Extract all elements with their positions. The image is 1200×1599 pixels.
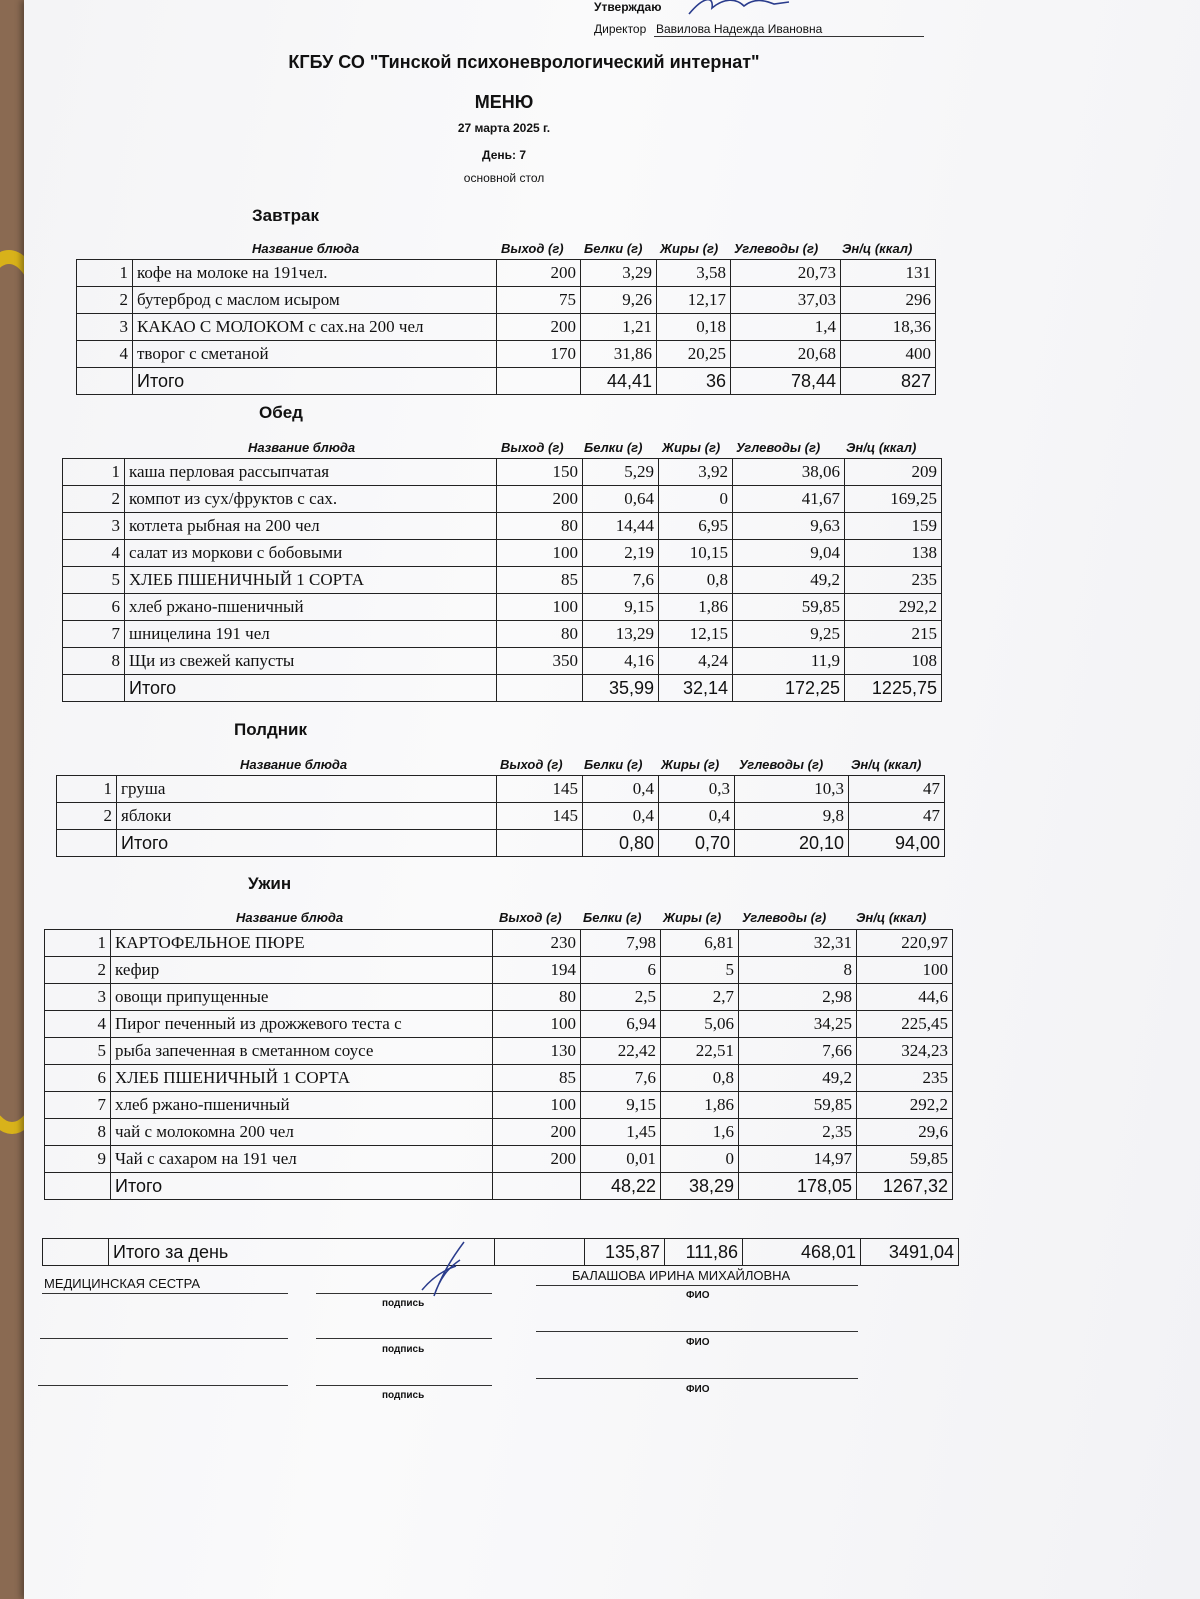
- cell-name: хлеб ржано-пшеничный: [125, 594, 497, 621]
- total-row: [77, 368, 936, 395]
- cell-n: 2: [63, 486, 125, 513]
- col-name: Название блюда: [248, 440, 356, 455]
- cell-energy: 209: [845, 459, 942, 486]
- cell-name: бутерброд с маслом исыром: [133, 287, 497, 314]
- total-carbs: 172,25: [733, 675, 845, 702]
- total-protein: 35,99: [583, 675, 659, 702]
- cell-carbs: 9,63: [733, 513, 845, 540]
- cell-n: 7: [45, 1092, 111, 1119]
- total-carbs: 78,44: [731, 368, 841, 395]
- cell-name: Пирог печенный из дрожжевого теста с: [111, 1011, 493, 1038]
- cell-name: хлеб ржано-пшеничный: [111, 1092, 493, 1119]
- cell-carbs: 49,2: [739, 1065, 857, 1092]
- table-row: [57, 803, 945, 830]
- breakfast-column-headers: [24, 241, 1024, 257]
- cell-protein: 13,29: [583, 621, 659, 648]
- fio-line: [536, 1285, 858, 1286]
- table-row: [77, 287, 936, 314]
- cell-energy: 159: [845, 513, 942, 540]
- cell-fat: 0,8: [661, 1065, 739, 1092]
- total-fat: 38,29: [661, 1173, 739, 1200]
- total-fat: 0,70: [659, 830, 735, 857]
- cell-fat: 3,58: [657, 260, 731, 287]
- breakfast-title: Завтрак: [252, 206, 320, 225]
- table-row: [45, 930, 953, 957]
- cell-fat: 0,3: [659, 776, 735, 803]
- cell-output: 100: [493, 1011, 581, 1038]
- cell-protein: 2,19: [583, 540, 659, 567]
- empty-cell: [57, 830, 117, 857]
- col-name: Название блюда: [240, 757, 348, 772]
- table-row: [63, 594, 942, 621]
- cell-n: 7: [63, 621, 125, 648]
- cell-output: 145: [497, 803, 583, 830]
- cell-carbs: 2,98: [739, 984, 857, 1011]
- cell-carbs: 9,04: [733, 540, 845, 567]
- approve-label: Утверждаю: [594, 0, 662, 14]
- cell-output: 230: [493, 930, 581, 957]
- cell-output: 200: [493, 1146, 581, 1173]
- dinner-column-headers: [24, 910, 1024, 926]
- empty-cell: [497, 368, 581, 395]
- cell-carbs: 1,4: [731, 314, 841, 341]
- table-row: [63, 513, 942, 540]
- cell-protein: 7,6: [581, 1065, 661, 1092]
- cell-name: салат из моркови с бобовыми: [125, 540, 497, 567]
- table-row: [63, 540, 942, 567]
- table-row: [45, 1146, 953, 1173]
- cell-fat: 6,95: [659, 513, 733, 540]
- col-name: Название блюда: [252, 241, 360, 256]
- cell-fat: 0,4: [659, 803, 735, 830]
- cell-protein: 22,42: [581, 1038, 661, 1065]
- cell-energy: 169,25: [845, 486, 942, 513]
- cell-name: ХЛЕБ ПШЕНИЧНЫЙ 1 СОРТА: [125, 567, 497, 594]
- cell-fat: 10,15: [659, 540, 733, 567]
- organization-name: КГБУ СО "Тинской психоневрологический интернат": [288, 52, 760, 72]
- lunch-title: Обед: [259, 403, 303, 422]
- col-carbs: Углеводы (г): [739, 757, 824, 772]
- cell-n: 6: [45, 1065, 111, 1092]
- total-label: Итого: [125, 675, 497, 702]
- cell-energy: 324,23: [857, 1038, 953, 1065]
- table-row: [63, 486, 942, 513]
- cell-n: 1: [77, 260, 133, 287]
- snack-column-headers: [24, 757, 1024, 773]
- cell-carbs: 34,25: [739, 1011, 857, 1038]
- menu-date: 27 марта 2025 г.: [457, 121, 551, 135]
- cell-protein: 2,5: [581, 984, 661, 1011]
- cell-protein: 0,64: [583, 486, 659, 513]
- cell-fat: 0: [661, 1146, 739, 1173]
- fio-line: [536, 1331, 858, 1332]
- total-energy: 1267,32: [857, 1173, 953, 1200]
- cell-n: 4: [77, 341, 133, 368]
- col-name: Название блюда: [236, 910, 344, 925]
- cell-fat: 1,6: [661, 1119, 739, 1146]
- cell-n: 2: [77, 287, 133, 314]
- cell-protein: 0,4: [583, 803, 659, 830]
- table-row: [77, 341, 936, 368]
- total-carbs: 20,10: [735, 830, 849, 857]
- cell-fat: 0,8: [659, 567, 733, 594]
- cell-carbs: 7,66: [739, 1038, 857, 1065]
- cell-n: 8: [45, 1119, 111, 1146]
- director-name: Вавилова Надежда Ивановна: [654, 22, 924, 37]
- snack-title: Полдник: [234, 720, 307, 739]
- cell-output: 80: [497, 513, 583, 540]
- cell-energy: 18,36: [841, 314, 936, 341]
- cell-n: 9: [45, 1146, 111, 1173]
- total-protein: 44,41: [581, 368, 657, 395]
- cell-protein: 5,29: [583, 459, 659, 486]
- total-energy: 827: [841, 368, 936, 395]
- col-protein: Белки (г): [584, 757, 643, 772]
- cell-n: 5: [63, 567, 125, 594]
- col-carbs: Углеводы (г): [742, 910, 827, 925]
- cell-protein: 31,86: [581, 341, 657, 368]
- cell-n: 2: [45, 957, 111, 984]
- total-row: [57, 830, 945, 857]
- cell-name: рыба запеченная в сметанном соусе: [111, 1038, 493, 1065]
- cell-fat: 3,92: [659, 459, 733, 486]
- table-row: [45, 1011, 953, 1038]
- col-protein: Белки (г): [584, 241, 643, 256]
- cell-carbs: 20,73: [731, 260, 841, 287]
- signature-line: [316, 1385, 492, 1386]
- empty-cell: [77, 368, 133, 395]
- cell-energy: 100: [857, 957, 953, 984]
- col-energy: Эн/ц (ккал): [846, 440, 917, 455]
- cell-name: КАКАО С МОЛОКОМ с сах.на 200 чел: [133, 314, 497, 341]
- cell-output: 150: [497, 459, 583, 486]
- table-row: [45, 957, 953, 984]
- cell-fat: 12,15: [659, 621, 733, 648]
- table-row: [63, 459, 942, 486]
- col-carbs: Углеводы (г): [736, 440, 821, 455]
- empty-cell: [45, 1173, 111, 1200]
- cell-fat: 2,7: [661, 984, 739, 1011]
- col-fat: Жиры (г): [661, 757, 720, 772]
- total-protein: 48,22: [581, 1173, 661, 1200]
- cell-carbs: 32,31: [739, 930, 857, 957]
- nurse-role: МЕДИЦИНСКАЯ СЕСТРА: [44, 1276, 201, 1291]
- cell-output: 100: [493, 1092, 581, 1119]
- total-fat: 36: [657, 368, 731, 395]
- cell-n: 3: [45, 984, 111, 1011]
- empty-cell: [493, 1173, 581, 1200]
- cell-energy: 292,2: [857, 1092, 953, 1119]
- cell-fat: 12,17: [657, 287, 731, 314]
- cell-n: 3: [63, 513, 125, 540]
- table-row: [63, 567, 942, 594]
- cell-output: 80: [497, 621, 583, 648]
- col-energy: Эн/ц (ккал): [851, 757, 922, 772]
- cell-carbs: 20,68: [731, 341, 841, 368]
- col-fat: Жиры (г): [662, 440, 721, 455]
- nurse-name: БАЛАШОВА ИРИНА МИХАЙЛОВНА: [572, 1268, 791, 1283]
- cell-n: 1: [57, 776, 117, 803]
- day-total-protein: 135,87: [585, 1239, 665, 1266]
- cell-output: 75: [497, 287, 581, 314]
- cell-energy: 220,97: [857, 930, 953, 957]
- signature-line: [316, 1338, 492, 1339]
- cell-energy: 296: [841, 287, 936, 314]
- dinner-table: [44, 929, 953, 1200]
- cell-output: 100: [497, 594, 583, 621]
- cell-n: 4: [45, 1011, 111, 1038]
- cell-protein: 9,26: [581, 287, 657, 314]
- cell-energy: 29,6: [857, 1119, 953, 1146]
- total-protein: 0,80: [583, 830, 659, 857]
- day-total-carbs: 468,01: [743, 1239, 861, 1266]
- cell-fat: 1,86: [661, 1092, 739, 1119]
- table-row: [45, 1065, 953, 1092]
- cell-output: 200: [497, 260, 581, 287]
- table-row: [45, 984, 953, 1011]
- cell-output: 145: [497, 776, 583, 803]
- cell-carbs: 11,9: [733, 648, 845, 675]
- cell-protein: 6,94: [581, 1011, 661, 1038]
- cell-n: 1: [63, 459, 125, 486]
- day-total-label: Итого за день: [109, 1239, 495, 1266]
- cell-protein: 14,44: [583, 513, 659, 540]
- cell-fat: 4,24: [659, 648, 733, 675]
- day-total-row: [43, 1239, 959, 1266]
- col-output: Выход (г): [499, 910, 562, 925]
- cell-output: 80: [493, 984, 581, 1011]
- cell-protein: 9,15: [581, 1092, 661, 1119]
- total-carbs: 178,05: [739, 1173, 857, 1200]
- snack-table: [56, 775, 945, 857]
- cell-carbs: 59,85: [733, 594, 845, 621]
- col-protein: Белки (г): [584, 440, 643, 455]
- empty-cell: [63, 675, 125, 702]
- cell-name: кефир: [111, 957, 493, 984]
- cell-energy: 215: [845, 621, 942, 648]
- cell-protein: 3,29: [581, 260, 657, 287]
- cell-name: творог с сметаной: [133, 341, 497, 368]
- total-energy: 1225,75: [845, 675, 942, 702]
- cell-output: 130: [493, 1038, 581, 1065]
- signature-caption: подпись: [382, 1390, 425, 1401]
- table-row: [45, 1092, 953, 1119]
- cell-n: 8: [63, 648, 125, 675]
- table-row: [63, 648, 942, 675]
- cell-carbs: 59,85: [739, 1092, 857, 1119]
- signature-caption: подпись: [382, 1298, 425, 1309]
- fio-caption: ФИО: [686, 1337, 710, 1348]
- fio-caption: ФИО: [686, 1384, 710, 1395]
- cell-name: кофе на молоке на 191чел.: [133, 260, 497, 287]
- cell-n: 4: [63, 540, 125, 567]
- cell-output: 100: [497, 540, 583, 567]
- cell-output: 350: [497, 648, 583, 675]
- cell-energy: 47: [849, 803, 945, 830]
- cell-name: ХЛЕБ ПШЕНИЧНЫЙ 1 СОРТА: [111, 1065, 493, 1092]
- cell-fat: 5,06: [661, 1011, 739, 1038]
- cell-output: 170: [497, 341, 581, 368]
- cell-output: 85: [497, 567, 583, 594]
- fio-line: [536, 1378, 858, 1379]
- table-row: [45, 1119, 953, 1146]
- cell-n: 5: [45, 1038, 111, 1065]
- table-row: [45, 1038, 953, 1065]
- cell-fat: 5: [661, 957, 739, 984]
- cell-name: овощи припущенные: [111, 984, 493, 1011]
- cell-carbs: 8: [739, 957, 857, 984]
- col-output: Выход (г): [501, 241, 564, 256]
- cell-fat: 22,51: [661, 1038, 739, 1065]
- cell-name: чай с молокомна 200 чел: [111, 1119, 493, 1146]
- cell-protein: 9,15: [583, 594, 659, 621]
- cell-n: 1: [45, 930, 111, 957]
- cell-fat: 6,81: [661, 930, 739, 957]
- cell-name: шницелина 191 чел: [125, 621, 497, 648]
- col-carbs: Углеводы (г): [734, 241, 819, 256]
- cell-energy: 235: [857, 1065, 953, 1092]
- table-row: [63, 621, 942, 648]
- cell-name: компот из сух/фруктов с сах.: [125, 486, 497, 513]
- col-energy: Эн/ц (ккал): [856, 910, 927, 925]
- cell-carbs: 9,25: [733, 621, 845, 648]
- cell-carbs: 49,2: [733, 567, 845, 594]
- breakfast-table: [76, 259, 936, 395]
- cell-energy: 235: [845, 567, 942, 594]
- nurse-signature: [412, 1238, 482, 1300]
- cell-energy: 225,45: [857, 1011, 953, 1038]
- cell-name: груша: [117, 776, 497, 803]
- cell-name: Щи из свежей капусты: [125, 648, 497, 675]
- cell-energy: 59,85: [857, 1146, 953, 1173]
- cell-carbs: 10,3: [735, 776, 849, 803]
- table-row: [57, 776, 945, 803]
- col-fat: Жиры (г): [660, 241, 719, 256]
- total-energy: 94,00: [849, 830, 945, 857]
- cell-energy: 138: [845, 540, 942, 567]
- cell-protein: 1,45: [581, 1119, 661, 1146]
- cell-fat: 20,25: [657, 341, 731, 368]
- total-label: Итого: [117, 830, 497, 857]
- cell-carbs: 9,8: [735, 803, 849, 830]
- cell-energy: 108: [845, 648, 942, 675]
- col-fat: Жиры (г): [663, 910, 722, 925]
- cell-carbs: 37,03: [731, 287, 841, 314]
- cell-n: 6: [63, 594, 125, 621]
- menu-title: МЕНЮ: [474, 92, 534, 112]
- cell-output: 200: [497, 486, 583, 513]
- col-output: Выход (г): [500, 757, 563, 772]
- table-row: [77, 260, 936, 287]
- cell-energy: 131: [841, 260, 936, 287]
- col-energy: Эн/ц (ккал): [842, 241, 913, 256]
- cell-fat: 0,18: [657, 314, 731, 341]
- cell-output: 200: [493, 1119, 581, 1146]
- director-signature: [684, 0, 794, 18]
- cell-name: котлета рыбная на 200 чел: [125, 513, 497, 540]
- signature-caption: подпись: [382, 1344, 425, 1355]
- role-line: [42, 1293, 288, 1294]
- cell-energy: 292,2: [845, 594, 942, 621]
- cell-carbs: 38,06: [733, 459, 845, 486]
- cell-protein: 1,21: [581, 314, 657, 341]
- total-label: Итого: [111, 1173, 493, 1200]
- cell-energy: 47: [849, 776, 945, 803]
- cell-output: 200: [497, 314, 581, 341]
- cell-protein: 6: [581, 957, 661, 984]
- cell-carbs: 41,67: [733, 486, 845, 513]
- day-total-fat: 111,86: [665, 1239, 743, 1266]
- empty-cell: [497, 675, 583, 702]
- total-row: [45, 1173, 953, 1200]
- cell-n: 2: [57, 803, 117, 830]
- lunch-table: [62, 458, 942, 702]
- menu-day: День: 7: [482, 148, 526, 162]
- cell-protein: 4,16: [583, 648, 659, 675]
- cell-carbs: 14,97: [739, 1146, 857, 1173]
- role-line: [40, 1338, 288, 1339]
- empty-cell: [497, 830, 583, 857]
- cell-carbs: 2,35: [739, 1119, 857, 1146]
- dinner-title: Ужин: [248, 874, 292, 893]
- col-protein: Белки (г): [583, 910, 642, 925]
- total-fat: 32,14: [659, 675, 733, 702]
- cell-protein: 0,01: [581, 1146, 661, 1173]
- cell-n: 3: [77, 314, 133, 341]
- day-total-table: [42, 1238, 959, 1266]
- cell-energy: 44,6: [857, 984, 953, 1011]
- fio-caption: ФИО: [686, 1290, 710, 1301]
- menu-document: [24, 0, 1200, 1599]
- cell-protein: 7,6: [583, 567, 659, 594]
- total-row: [63, 675, 942, 702]
- cell-name: каша перловая рассыпчатая: [125, 459, 497, 486]
- cell-protein: 0,4: [583, 776, 659, 803]
- director-label: Директор: [594, 22, 647, 36]
- lunch-column-headers: [24, 440, 1024, 456]
- role-line: [38, 1385, 288, 1386]
- day-total-energy: 3491,04: [861, 1239, 959, 1266]
- cell-energy: 400: [841, 341, 936, 368]
- cell-name: Чай с сахаром на 191 чел: [111, 1146, 493, 1173]
- table-type: основной стол: [463, 171, 545, 185]
- col-output: Выход (г): [501, 440, 564, 455]
- cell-name: яблоки: [117, 803, 497, 830]
- cell-name: КАРТОФЕЛЬНОЕ ПЮРЕ: [111, 930, 493, 957]
- cell-output: 85: [493, 1065, 581, 1092]
- total-label: Итого: [133, 368, 497, 395]
- cell-protein: 7,98: [581, 930, 661, 957]
- cell-output: 194: [493, 957, 581, 984]
- cell-fat: 0: [659, 486, 733, 513]
- table-row: [77, 314, 936, 341]
- cell-fat: 1,86: [659, 594, 733, 621]
